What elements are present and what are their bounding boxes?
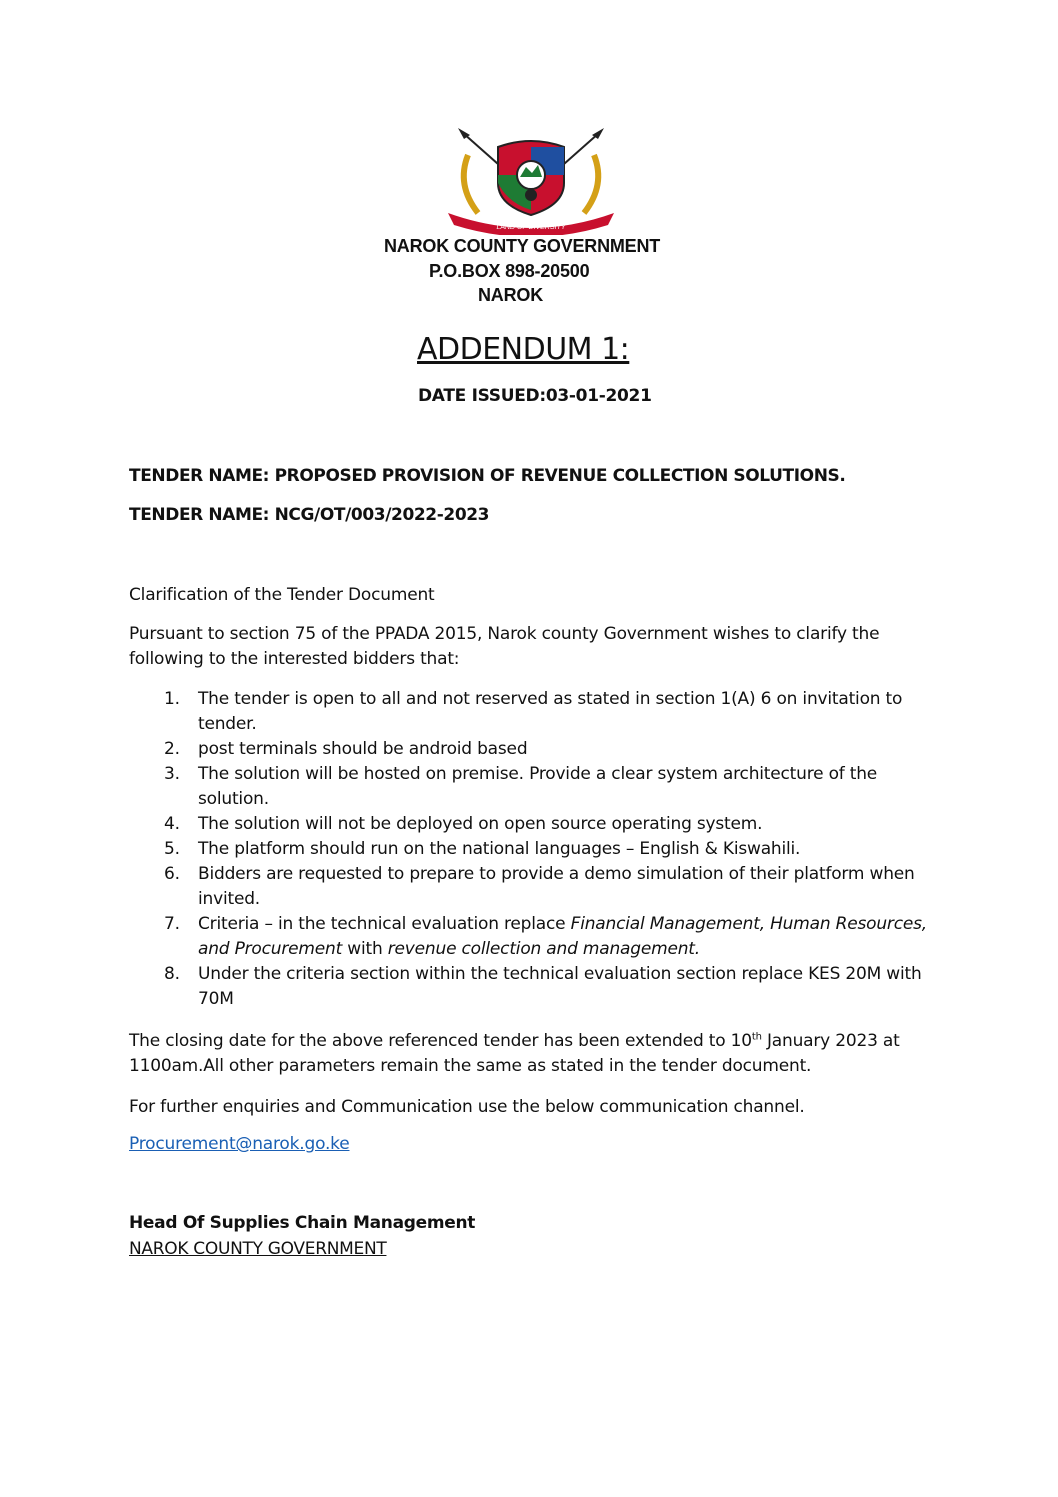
shield-bead-ornament	[525, 189, 537, 201]
list-item-text: The solution will not be deployed on open source operating system.	[198, 814, 763, 834]
list-item-italic-text: revenue collection and management.	[387, 939, 700, 959]
list-item-text-part: Criteria – in the technical evaluation replace	[198, 914, 571, 934]
closing-text-part: The closing date for the above referenced tender has been extended to 10	[129, 1031, 752, 1051]
closing-date-paragraph	[129, 1029, 929, 1079]
ordinal-suffix: th	[751, 1031, 762, 1043]
intro-paragraph: Pursuant to section 75 of the PPADA 2015, Narok county Government wishes to clarify the following to the interested bidders that:	[129, 624, 880, 669]
signatory-title: Head Of Supplies Chain Management	[129, 1213, 476, 1233]
list-item	[164, 962, 944, 1012]
list-item-number: 4.	[164, 814, 180, 834]
clarification-heading: Clarification of the Tender Document	[129, 585, 435, 605]
list-item-text: The tender is open to all and not reserved as stated in section 1(A) 6 on invitation to tender.	[198, 689, 903, 734]
procurement-email-link[interactable]: Procurement@narok.go.ke	[129, 1134, 350, 1154]
list-item-text: Under the criteria section within the technical evaluation section replace KES 20M with 70M	[198, 964, 922, 1009]
list-item-text: The platform should run on the national languages – English & Kiswahili.	[198, 839, 801, 859]
list-item-number: 7.	[164, 914, 180, 934]
closing-text-part: January 2023 at 1100am.All other parameters remain the same as stated in the tender document.	[129, 1031, 900, 1076]
list-item	[164, 737, 944, 762]
list-item	[164, 837, 944, 862]
list-item-number: 8.	[164, 964, 180, 984]
list-item-text: The solution will be hosted on premise. Provide a clear system architecture of the solution.	[198, 764, 878, 809]
list-item-text-part: with	[342, 939, 388, 959]
list-item-number: 1.	[164, 689, 180, 709]
list-item	[164, 687, 944, 737]
town: NAROK	[478, 285, 543, 305]
left-wheat-wreath	[464, 155, 478, 213]
signatory-org: NAROK COUNTY GOVERNMENT	[129, 1239, 387, 1259]
date-issued: DATE ISSUED:03-01-2021	[418, 386, 652, 406]
list-item	[164, 812, 944, 837]
list-item-number: 6.	[164, 864, 180, 884]
list-item	[164, 912, 944, 962]
list-item-number: 3.	[164, 764, 180, 784]
list-item-number: 5.	[164, 839, 180, 859]
tender-number: TENDER NAME: NCG/OT/003/2022-2023	[129, 505, 490, 525]
document-title: ADDENDUM 1:	[417, 332, 630, 367]
po-box: P.O.BOX 898-20500	[429, 261, 590, 281]
county-coat-of-arms-logo	[438, 125, 624, 235]
tender-name: TENDER NAME: PROPOSED PROVISION OF REVENUE COLLECTION SOLUTIONS.	[129, 466, 846, 486]
enquiries-paragraph: For further enquiries and Communication use the below communication channel.	[129, 1097, 805, 1117]
org-name: NAROK COUNTY GOVERNMENT	[384, 236, 661, 256]
clarification-list	[164, 687, 944, 1012]
list-item-text: post terminals should be android based	[198, 739, 528, 759]
list-item-number: 2.	[164, 739, 180, 759]
list-item-text: Bidders are requested to prepare to provide a demo simulation of their platform when invited.	[198, 864, 915, 909]
motto-text: LAND OF DIVERSITY	[496, 224, 566, 231]
right-wheat-wreath	[584, 155, 598, 213]
list-item	[164, 762, 944, 812]
list-item-italic-text: Financial Management, Human Resources, and Procurement	[198, 914, 927, 959]
list-item-text	[198, 912, 944, 962]
list-item	[164, 862, 944, 912]
